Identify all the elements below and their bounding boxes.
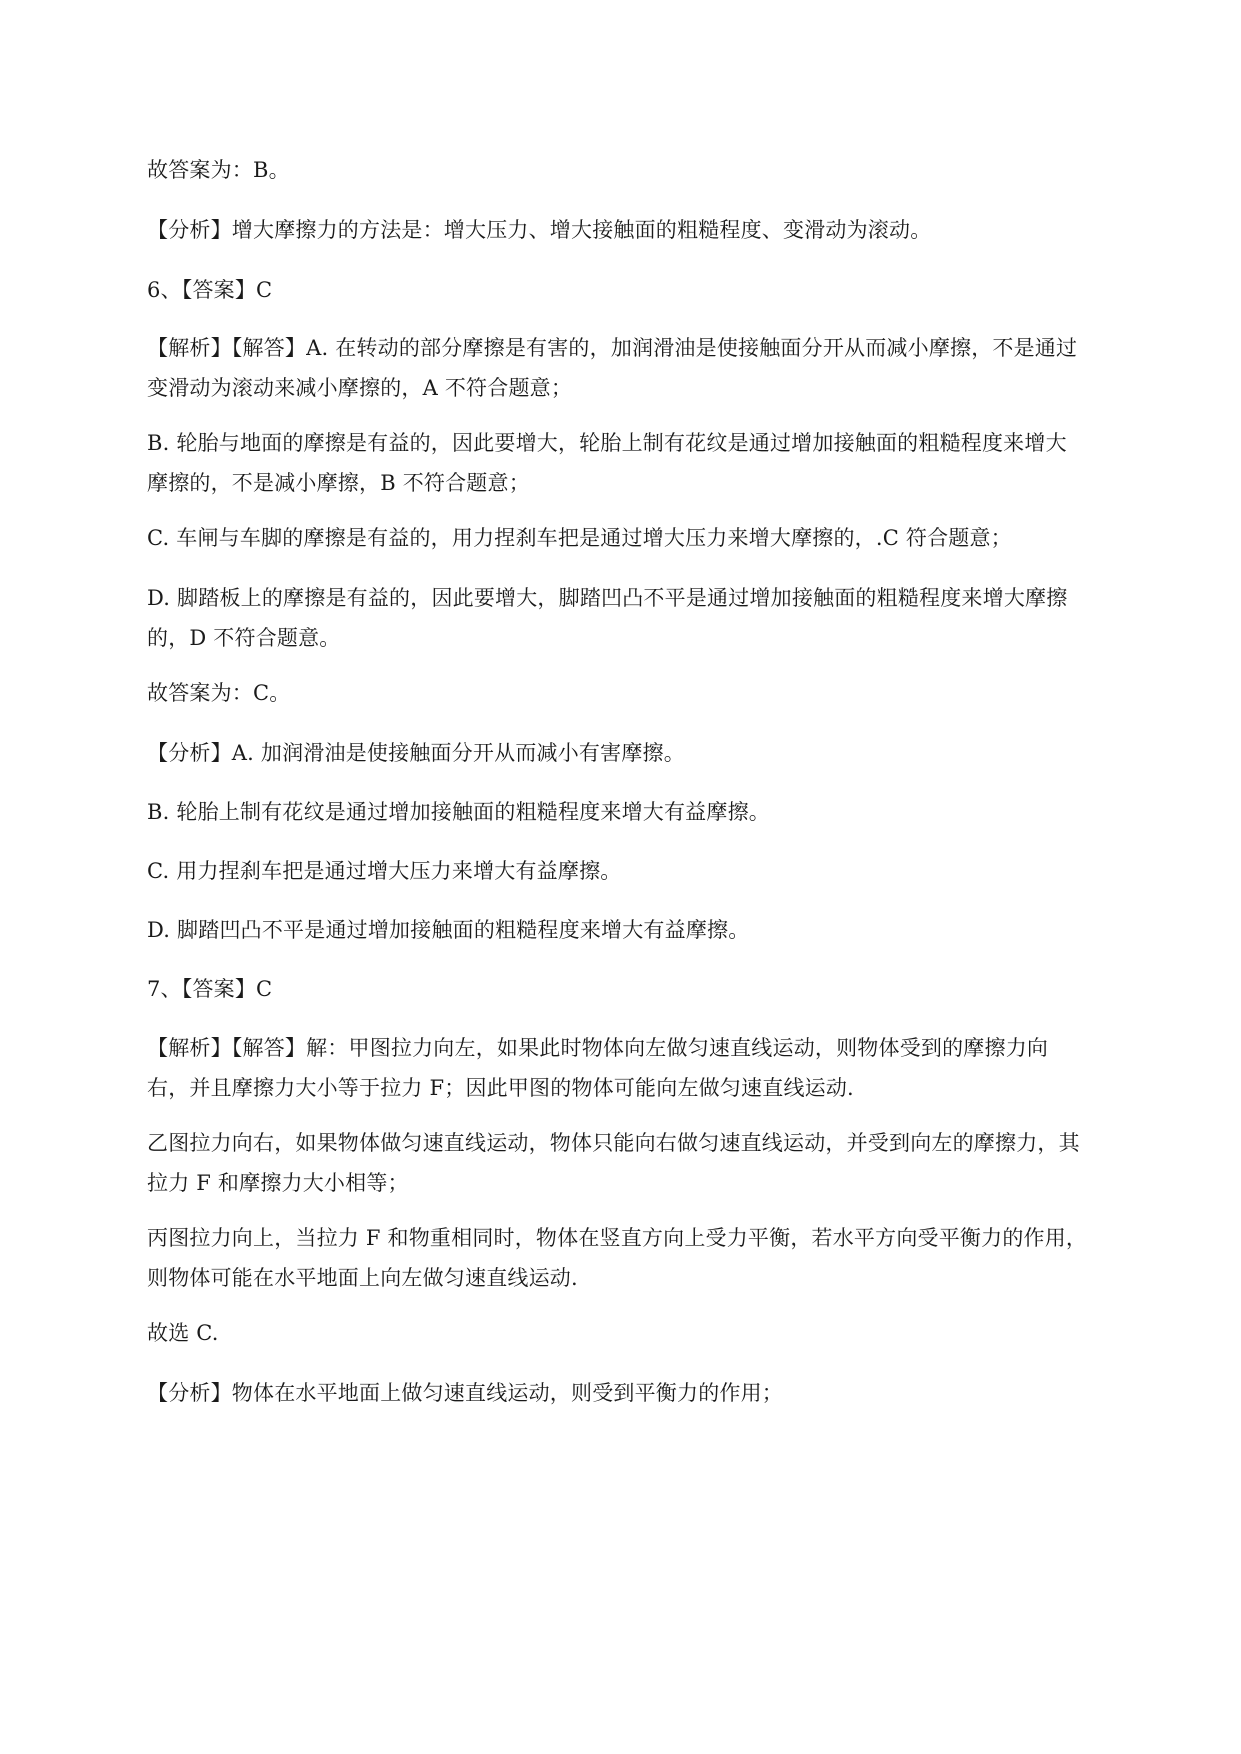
text-line: 乙图拉力向右，如果物体做匀速直线运动，物体只能向右做匀速直线运动，并受到向左的摩擦力，其 [147, 1131, 1080, 1155]
solution-paragraph-a [147, 328, 1147, 408]
solution-paragraph-c [147, 518, 1147, 558]
analysis-item-a [147, 733, 1147, 773]
text-line: B. 轮胎上制有花纹是通过增加接触面的粗糙程度来增大有益摩擦。 [147, 800, 770, 824]
text-line: C. 车闸与车脚的摩擦是有益的，用力捏刹车把是通过增大压力来增大摩擦的，.C 符合题意； [147, 526, 1012, 550]
text-line: 【解析】【解答】解：甲图拉力向左，如果此时物体向左做匀速直线运动，则物体受到的摩擦力向 [147, 1036, 1049, 1060]
text-line: 6、【答案】C [147, 278, 273, 302]
analysis-paragraph [147, 210, 1147, 250]
text-line: C. 用力捏刹车把是通过增大压力来增大有益摩擦。 [147, 859, 622, 883]
text-line: 右，并且摩擦力大小等于拉力 F；因此甲图的物体可能向左做匀速直线运动. [147, 1076, 854, 1100]
choice-line-c [147, 1313, 1147, 1353]
answer-line-c [147, 673, 1147, 713]
solution-paragraph-b [147, 423, 1147, 503]
solution-paragraph-jia [147, 1028, 1147, 1108]
solution-paragraph-yi [147, 1123, 1147, 1203]
solution-paragraph-d [147, 578, 1147, 658]
text-line: 则物体可能在水平地面上向左做匀速直线运动. [147, 1266, 578, 1290]
text-line: D. 脚踏凹凸不平是通过增加接触面的粗糙程度来增大有益摩擦。 [147, 918, 750, 942]
answer-line-b [147, 150, 1147, 190]
text-line: 的，D 不符合题意。 [147, 626, 341, 650]
analysis-item-b [147, 792, 1147, 832]
text-line: 【分析】物体在水平地面上做匀速直线运动，则受到平衡力的作用； [147, 1381, 783, 1405]
text-line: 【分析】增大摩擦力的方法是：增大压力、增大接触面的粗糙程度、变滑动为滚动。 [147, 218, 932, 242]
text-line: 故答案为：C。 [147, 681, 291, 705]
text-line: 丙图拉力向上，当拉力 F 和物重相同时，物体在竖直方向上受力平衡，若水平方向受平衡力的作用， [147, 1226, 1088, 1250]
text-line: 拉力 F 和摩擦力大小相等； [147, 1171, 409, 1195]
analysis-item-d [147, 910, 1147, 950]
text-line: 故答案为：B。 [147, 158, 290, 182]
analysis-paragraph-final [147, 1373, 1147, 1413]
solution-paragraph-bing [147, 1218, 1147, 1298]
text-line: 故选 C. [147, 1321, 219, 1345]
text-line: 【解析】【解答】A. 在转动的部分摩擦是有害的，加润滑油是使接触面分开从而减小摩擦，不是通过 [147, 336, 1078, 360]
text-line: 变滑动为滚动来减小摩擦的，A 不符合题意； [147, 376, 573, 400]
question-6-answer-heading [147, 270, 1147, 310]
text-line: 7、【答案】C [147, 977, 273, 1001]
question-7-answer-heading [147, 969, 1147, 1009]
text-line: B. 轮胎与地面的摩擦是有益的，因此要增大，轮胎上制有花纹是通过增加接触面的粗糙程度来增大 [147, 431, 1067, 455]
analysis-item-c [147, 851, 1147, 891]
text-line: 【分析】A. 加润滑油是使接触面分开从而减小有害摩擦。 [147, 741, 685, 765]
text-line: D. 脚踏板上的摩擦是有益的，因此要增大，脚踏凹凸不平是通过增加接触面的粗糙程度来增大摩擦 [147, 586, 1068, 610]
text-line: 摩擦的，不是减小摩擦，B 不符合题意； [147, 471, 530, 495]
